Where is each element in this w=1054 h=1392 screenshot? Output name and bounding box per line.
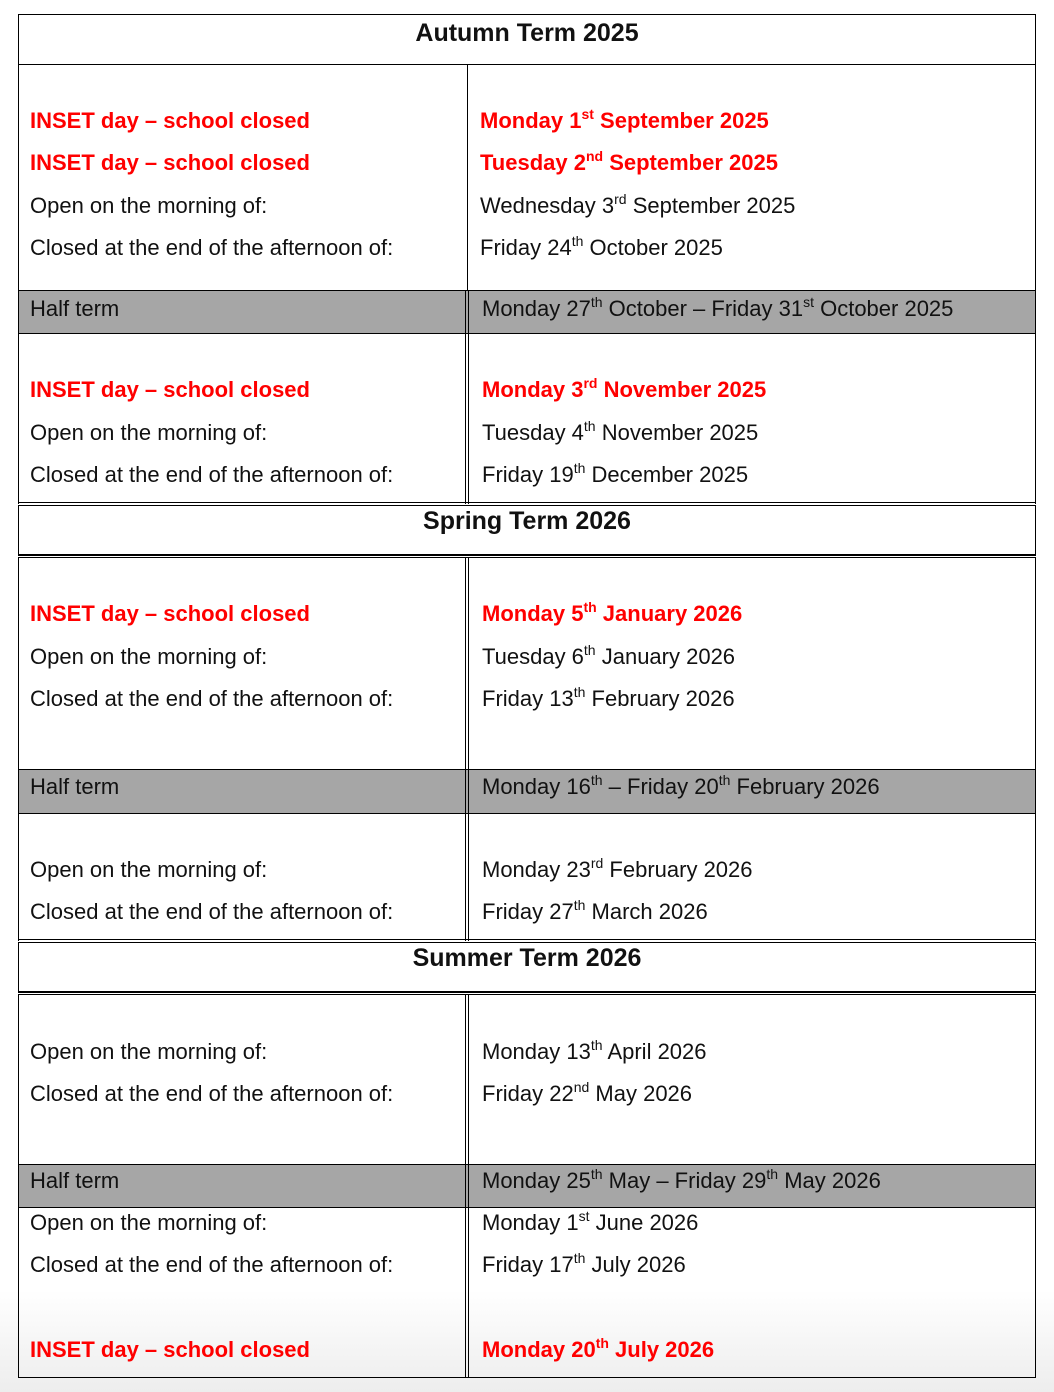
row-label: Open on the morning of:	[30, 1210, 268, 1235]
label-column	[18, 1207, 467, 1377]
half-term-date-cell	[465, 770, 1036, 813]
half-term-dates	[482, 1168, 881, 1194]
date-text: Friday 17	[482, 1252, 574, 1277]
half-term-date-cell	[465, 1165, 1036, 1207]
ordinal-suffix: th	[573, 460, 586, 476]
row-label: INSET day – school closed	[30, 377, 310, 402]
row-label: Closed at the end of the afternoon of:	[30, 686, 394, 711]
half-term-row	[18, 769, 1036, 814]
date-text: Tuesday 2	[480, 150, 586, 175]
date-text: Wednesday 3	[480, 193, 615, 218]
row-date	[482, 686, 735, 712]
half-term-label-cell	[18, 770, 467, 813]
term-header-spring	[18, 505, 1036, 556]
date-text: October 2025	[813, 296, 954, 321]
date-text: Monday 1	[480, 108, 582, 133]
date-column	[465, 1207, 1036, 1377]
term-title: Summer Term 2026	[412, 944, 642, 972]
date-text: March 2026	[585, 899, 708, 924]
date-text: Monday 13	[482, 1039, 591, 1064]
row-label: Closed at the end of the afternoon of:	[30, 899, 394, 924]
row-label: Closed at the end of the afternoon of:	[30, 1252, 394, 1277]
term-header-summer	[18, 942, 1036, 993]
half-term-dates	[482, 296, 953, 322]
ordinal-suffix: rd	[590, 855, 604, 871]
half-term-label-cell	[18, 1165, 467, 1207]
date-text: Monday 20	[482, 1337, 596, 1362]
row-date	[482, 420, 758, 446]
row-label: Closed at the end of the afternoon of:	[30, 1081, 394, 1106]
date-text: January 2026	[595, 644, 736, 669]
date-text: July 2026	[585, 1252, 686, 1277]
half-term-label-cell	[18, 291, 467, 333]
row-date	[482, 1081, 692, 1107]
ordinal-suffix: st	[803, 294, 814, 310]
date-text: September 2025	[593, 108, 769, 133]
date-column	[467, 64, 1036, 291]
date-text: February 2026	[585, 686, 735, 711]
row-label: Open on the morning of:	[30, 1039, 268, 1064]
label-column	[18, 813, 467, 941]
date-text: Monday 3	[482, 377, 584, 402]
row-label: Closed at the end of the afternoon of:	[30, 462, 394, 487]
date-text: Friday 19	[482, 462, 574, 487]
row-date	[482, 377, 766, 403]
half-term-date-cell	[465, 291, 1036, 333]
row-date	[482, 1039, 707, 1065]
term-header-autumn	[18, 14, 1036, 65]
date-column	[465, 557, 1036, 770]
ordinal-suffix: th	[766, 1166, 779, 1182]
date-text: Monday 16	[482, 774, 591, 799]
date-text: February 2026	[603, 857, 753, 882]
date-text: Monday 5	[482, 601, 584, 626]
row-label: Open on the morning of:	[30, 193, 268, 218]
date-text: December 2025	[585, 462, 749, 487]
label-column	[18, 333, 467, 504]
row-date	[480, 108, 769, 134]
row-date	[482, 1252, 686, 1278]
row-label: Open on the morning of:	[30, 857, 268, 882]
ordinal-suffix: th	[595, 1335, 609, 1351]
term-period	[18, 64, 1036, 291]
row-label: INSET day – school closed	[30, 601, 310, 626]
ordinal-suffix: th	[590, 1166, 603, 1182]
row-date	[482, 1210, 698, 1236]
row-label: INSET day – school closed	[30, 108, 310, 133]
ordinal-suffix: th	[583, 642, 596, 658]
term-period	[18, 333, 1036, 504]
date-text: Monday 25	[482, 1168, 591, 1193]
date-text: September 2025	[603, 150, 778, 175]
term-period	[18, 557, 1036, 770]
row-date	[480, 193, 795, 219]
date-text: Monday 23	[482, 857, 591, 882]
date-column	[465, 333, 1036, 504]
date-text: Friday 24	[480, 235, 572, 260]
term-period	[18, 813, 1036, 941]
date-text: Friday 13	[482, 686, 574, 711]
date-text: Monday 27	[482, 296, 591, 321]
row-date	[480, 150, 778, 176]
half-term-row	[18, 1164, 1036, 1208]
row-date	[482, 462, 748, 488]
date-text: April 2026	[602, 1039, 707, 1064]
date-text: September 2025	[626, 193, 796, 218]
half-term-label: Half term	[30, 1168, 120, 1193]
half-term-label: Half term	[30, 774, 120, 799]
date-text: January 2026	[596, 601, 743, 626]
date-text: October – Friday 31	[602, 296, 804, 321]
ordinal-suffix: th	[590, 1037, 603, 1053]
ordinal-suffix: nd	[585, 148, 604, 164]
label-column	[18, 557, 467, 770]
half-term-label: Half term	[30, 296, 120, 321]
ordinal-suffix: nd	[573, 1079, 590, 1095]
date-text: Tuesday 6	[482, 644, 584, 669]
term-period	[18, 1207, 1036, 1378]
row-date	[482, 1337, 714, 1363]
label-column	[18, 64, 467, 291]
date-text: June 2026	[589, 1210, 699, 1235]
ordinal-suffix: rd	[583, 375, 598, 391]
row-date	[482, 899, 708, 925]
term-title: Spring Term 2026	[423, 507, 631, 535]
label-column	[18, 994, 467, 1165]
row-label: Closed at the end of the afternoon of:	[30, 235, 394, 260]
row-date	[480, 235, 723, 261]
date-text: Friday 27	[482, 899, 574, 924]
date-text: November 2025	[595, 420, 759, 445]
date-text: July 2026	[608, 1337, 715, 1362]
ordinal-suffix: th	[573, 897, 586, 913]
date-text: May – Friday 29	[602, 1168, 767, 1193]
ordinal-suffix: th	[573, 684, 586, 700]
row-date	[482, 857, 753, 883]
ordinal-suffix: st	[581, 106, 594, 122]
date-column	[465, 813, 1036, 941]
half-term-row	[18, 290, 1036, 334]
date-column	[465, 994, 1036, 1165]
row-label: INSET day – school closed	[30, 1337, 310, 1362]
ordinal-suffix: th	[583, 599, 597, 615]
row-date	[482, 644, 735, 670]
date-text: November 2025	[597, 377, 767, 402]
ordinal-suffix: st	[578, 1208, 590, 1224]
ordinal-suffix: rd	[614, 191, 627, 207]
ordinal-suffix: th	[573, 1250, 586, 1266]
date-text: Monday 1	[482, 1210, 579, 1235]
ordinal-suffix: th	[590, 294, 603, 310]
date-text: October 2025	[583, 235, 723, 260]
row-label: Open on the morning of:	[30, 644, 268, 669]
row-label: INSET day – school closed	[30, 150, 310, 175]
term-period	[18, 994, 1036, 1165]
date-text: May 2026	[778, 1168, 881, 1193]
ordinal-suffix: th	[583, 418, 596, 434]
half-term-dates	[482, 774, 880, 800]
row-label: Open on the morning of:	[30, 420, 268, 445]
ordinal-suffix: th	[571, 233, 584, 249]
date-text: – Friday 20	[602, 774, 719, 799]
date-text: Tuesday 4	[482, 420, 584, 445]
ordinal-suffix: th	[718, 772, 731, 788]
row-date	[482, 601, 742, 627]
date-text: May 2026	[589, 1081, 693, 1106]
date-text: Friday 22	[482, 1081, 574, 1106]
ordinal-suffix: th	[590, 772, 603, 788]
date-text: February 2026	[730, 774, 880, 799]
term-title: Autumn Term 2025	[415, 19, 639, 47]
